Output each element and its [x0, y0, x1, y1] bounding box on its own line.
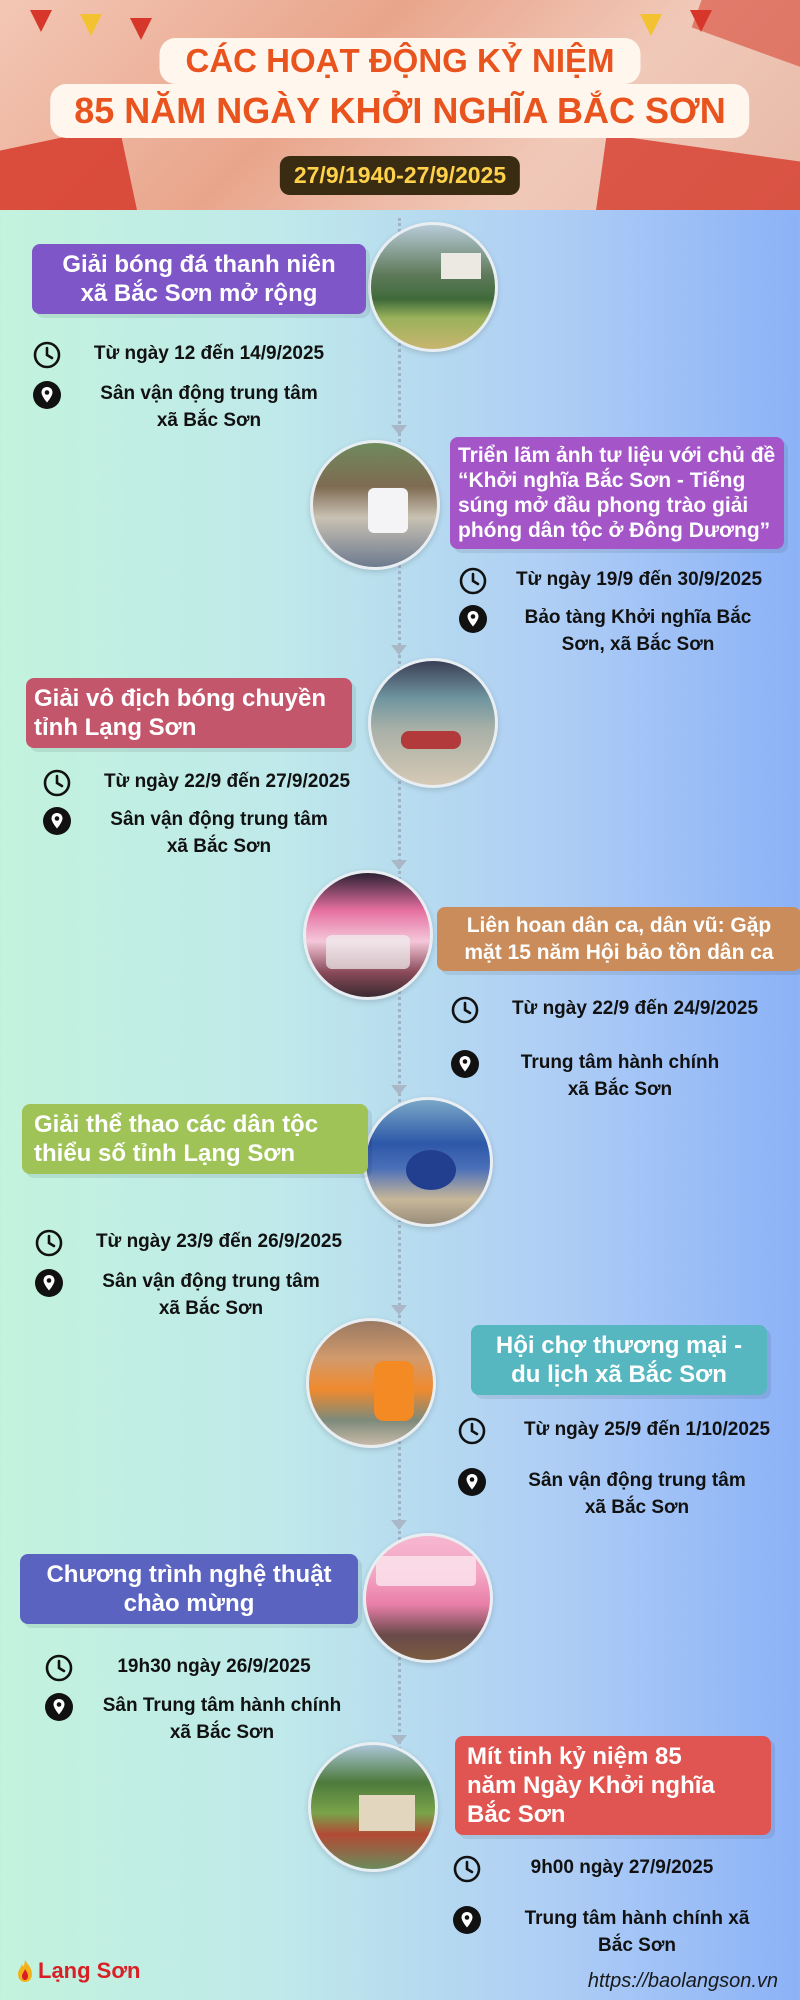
event-title-line: thiểu số tỉnh Lạng Sơn — [34, 1140, 296, 1167]
event-time-row — [457, 1416, 797, 1446]
event-photo-ethnic-sports — [363, 1097, 493, 1227]
event-time: 9h00 ngày 27/9/2025 — [530, 1857, 714, 1878]
event-title-line: chào mừng — [123, 1590, 255, 1617]
event-title-line: Mít tinh kỷ niệm 85 — [467, 1743, 682, 1770]
event-place-line: xã Bắc Sơn — [156, 410, 262, 431]
event-place-row — [452, 1905, 782, 1959]
event-place — [498, 604, 778, 658]
event-place-line: Sơn, xã Bắc Sơn — [561, 634, 715, 655]
event-time-row — [34, 1228, 364, 1258]
event-place-row — [34, 1268, 346, 1322]
event-title-line: xã Bắc Sơn mở rộng — [80, 280, 318, 307]
event-title-badge — [455, 1736, 771, 1835]
location-pin-icon — [457, 1467, 487, 1497]
event-time: Từ ngày 25/9 đến 1/10/2025 — [523, 1419, 771, 1440]
location-pin-icon — [450, 1049, 480, 1079]
event-place-line: Trung tâm hành chính — [520, 1052, 720, 1073]
event-title-line: Chương trình nghệ thuật — [46, 1561, 332, 1588]
event-title-badge — [471, 1325, 767, 1395]
event-time-row — [32, 340, 344, 370]
event-title-line: phóng dân tộc ở Đông Dương” — [458, 519, 771, 542]
clock-icon — [44, 1653, 74, 1683]
bunting-decoration — [80, 14, 102, 36]
event-time: Từ ngày 22/9 đến 27/9/2025 — [103, 771, 351, 792]
page-title-line1: CÁC HOẠT ĐỘNG KỶ NIỆM — [160, 38, 641, 84]
timeline-arrow — [391, 1305, 407, 1315]
location-pin-icon — [452, 1905, 482, 1935]
event-title-line: năm Ngày Khởi nghĩa — [467, 1772, 715, 1799]
event-title-line: Bắc Sơn — [467, 1801, 566, 1828]
event-time-row — [452, 1854, 752, 1884]
event-place-row — [450, 1049, 750, 1103]
newspaper-logo — [16, 1958, 140, 1984]
event-time: 19h30 ngày 26/9/2025 — [117, 1656, 311, 1677]
event-title-badge — [437, 907, 800, 971]
location-pin-icon — [32, 380, 62, 410]
event-place — [76, 1268, 346, 1322]
event-photo-exhibition — [310, 440, 440, 570]
event-title-line: Giải vô địch bóng chuyền — [34, 685, 327, 712]
timeline-arrow — [391, 1735, 407, 1745]
event-time-row — [44, 1653, 344, 1683]
event-place-row — [32, 380, 344, 434]
event-place-row — [457, 1467, 777, 1521]
event-time: Từ ngày 19/9 đến 30/9/2025 — [515, 569, 763, 590]
flame-icon — [16, 1959, 34, 1983]
event-place-line: xã Bắc Sơn — [567, 1079, 673, 1100]
event-title-line: “Khởi nghĩa Bắc Sơn - Tiếng — [458, 469, 746, 492]
clock-icon — [42, 768, 72, 798]
clock-icon — [450, 995, 480, 1025]
event-place-row — [42, 806, 354, 860]
event-place — [490, 1049, 750, 1103]
flag-decoration — [596, 134, 800, 210]
event-title-line: Giải bóng đá thanh niên — [62, 251, 336, 278]
event-place-line: Bảo tàng Khởi nghĩa Bắc — [524, 607, 752, 628]
location-pin-icon — [34, 1268, 64, 1298]
event-place-line: Sân vận động trung tâm — [110, 809, 328, 830]
event-time: Từ ngày 12 đến 14/9/2025 — [93, 343, 325, 364]
event-title-badge — [22, 1104, 368, 1174]
event-place-line: Sân Trung tâm hành chính — [102, 1695, 342, 1716]
event-time-row — [42, 768, 372, 798]
event-photo-football — [368, 222, 498, 352]
event-place — [492, 1905, 782, 1959]
event-title-line: mặt 15 năm Hội bảo tồn dân ca — [464, 941, 774, 964]
flag-decoration — [0, 125, 138, 210]
event-time: Từ ngày 23/9 đến 26/9/2025 — [95, 1231, 343, 1252]
bunting-decoration — [130, 18, 152, 40]
event-title-line: tỉnh Lạng Sơn — [34, 714, 197, 741]
event-title-line: Triển lãm ảnh tư liệu với chủ đề — [458, 444, 776, 467]
event-place — [82, 1692, 362, 1746]
event-time-row — [458, 566, 784, 596]
event-photo-folk-festival — [303, 870, 433, 1000]
event-place — [74, 380, 344, 434]
event-photo-trade-fair — [306, 1318, 436, 1448]
timeline-arrow — [391, 1085, 407, 1095]
event-place-line: Bắc Sơn — [598, 1935, 676, 1956]
event-place-line: Trung tâm hành chính xã — [524, 1908, 750, 1929]
event-title-badge — [32, 244, 366, 314]
event-title-line: du lịch xã Bắc Sơn — [511, 1361, 727, 1388]
event-photo-art-performance — [363, 1533, 493, 1663]
event-place-line: Sân vận động trung tâm — [102, 1271, 320, 1292]
event-photo-rally — [308, 1742, 438, 1872]
timeline-arrow — [391, 860, 407, 870]
clock-icon — [34, 1228, 64, 1258]
clock-icon — [32, 340, 62, 370]
event-place-row — [44, 1692, 362, 1746]
location-pin-icon — [458, 604, 488, 634]
event-time: Từ ngày 22/9 đến 24/9/2025 — [511, 998, 759, 1019]
event-place-line: xã Bắc Sơn — [169, 1722, 275, 1743]
event-place-line: Sân vận động trung tâm — [100, 383, 318, 404]
website-url[interactable]: https://baolangson.vn — [587, 1970, 778, 1992]
newspaper-logo-text: Lạng Sơn — [38, 1958, 141, 1983]
event-title-badge — [450, 437, 784, 549]
event-time-row — [450, 995, 780, 1025]
event-title-badge — [26, 678, 352, 748]
clock-icon — [457, 1416, 487, 1446]
bunting-decoration — [690, 10, 712, 32]
header-banner — [0, 0, 800, 210]
clock-icon — [452, 1854, 482, 1884]
event-title-line: Giải thể thao các dân tộc — [34, 1111, 319, 1138]
location-pin-icon — [42, 806, 72, 836]
page-title-line2: 85 NĂM NGÀY KHỞI NGHĨA BẮC SƠN — [50, 84, 749, 138]
event-place — [497, 1467, 777, 1521]
timeline-arrow — [391, 645, 407, 655]
timeline-arrow — [391, 1520, 407, 1530]
event-place-row — [458, 604, 778, 658]
event-place — [84, 806, 354, 860]
anniversary-date-range: 27/9/1940-27/9/2025 — [280, 156, 520, 195]
event-place-line: xã Bắc Sơn — [158, 1298, 264, 1319]
event-title-line: Liên hoan dân ca, dân vũ: Gặp — [466, 914, 772, 937]
clock-icon — [458, 566, 488, 596]
event-title-line: súng mở đầu phong trào giải — [458, 494, 749, 517]
timeline-arrow — [391, 425, 407, 435]
location-pin-icon — [44, 1692, 74, 1722]
bunting-decoration — [640, 14, 662, 36]
bunting-decoration — [30, 10, 52, 32]
event-place-line: xã Bắc Sơn — [166, 836, 272, 857]
event-place-line: Sân vận động trung tâm — [528, 1470, 746, 1491]
event-title-badge — [20, 1554, 358, 1624]
event-photo-volleyball — [368, 658, 498, 788]
event-title-line: Hội chợ thương mại - — [495, 1332, 743, 1359]
event-place-line: xã Bắc Sơn — [584, 1497, 690, 1518]
